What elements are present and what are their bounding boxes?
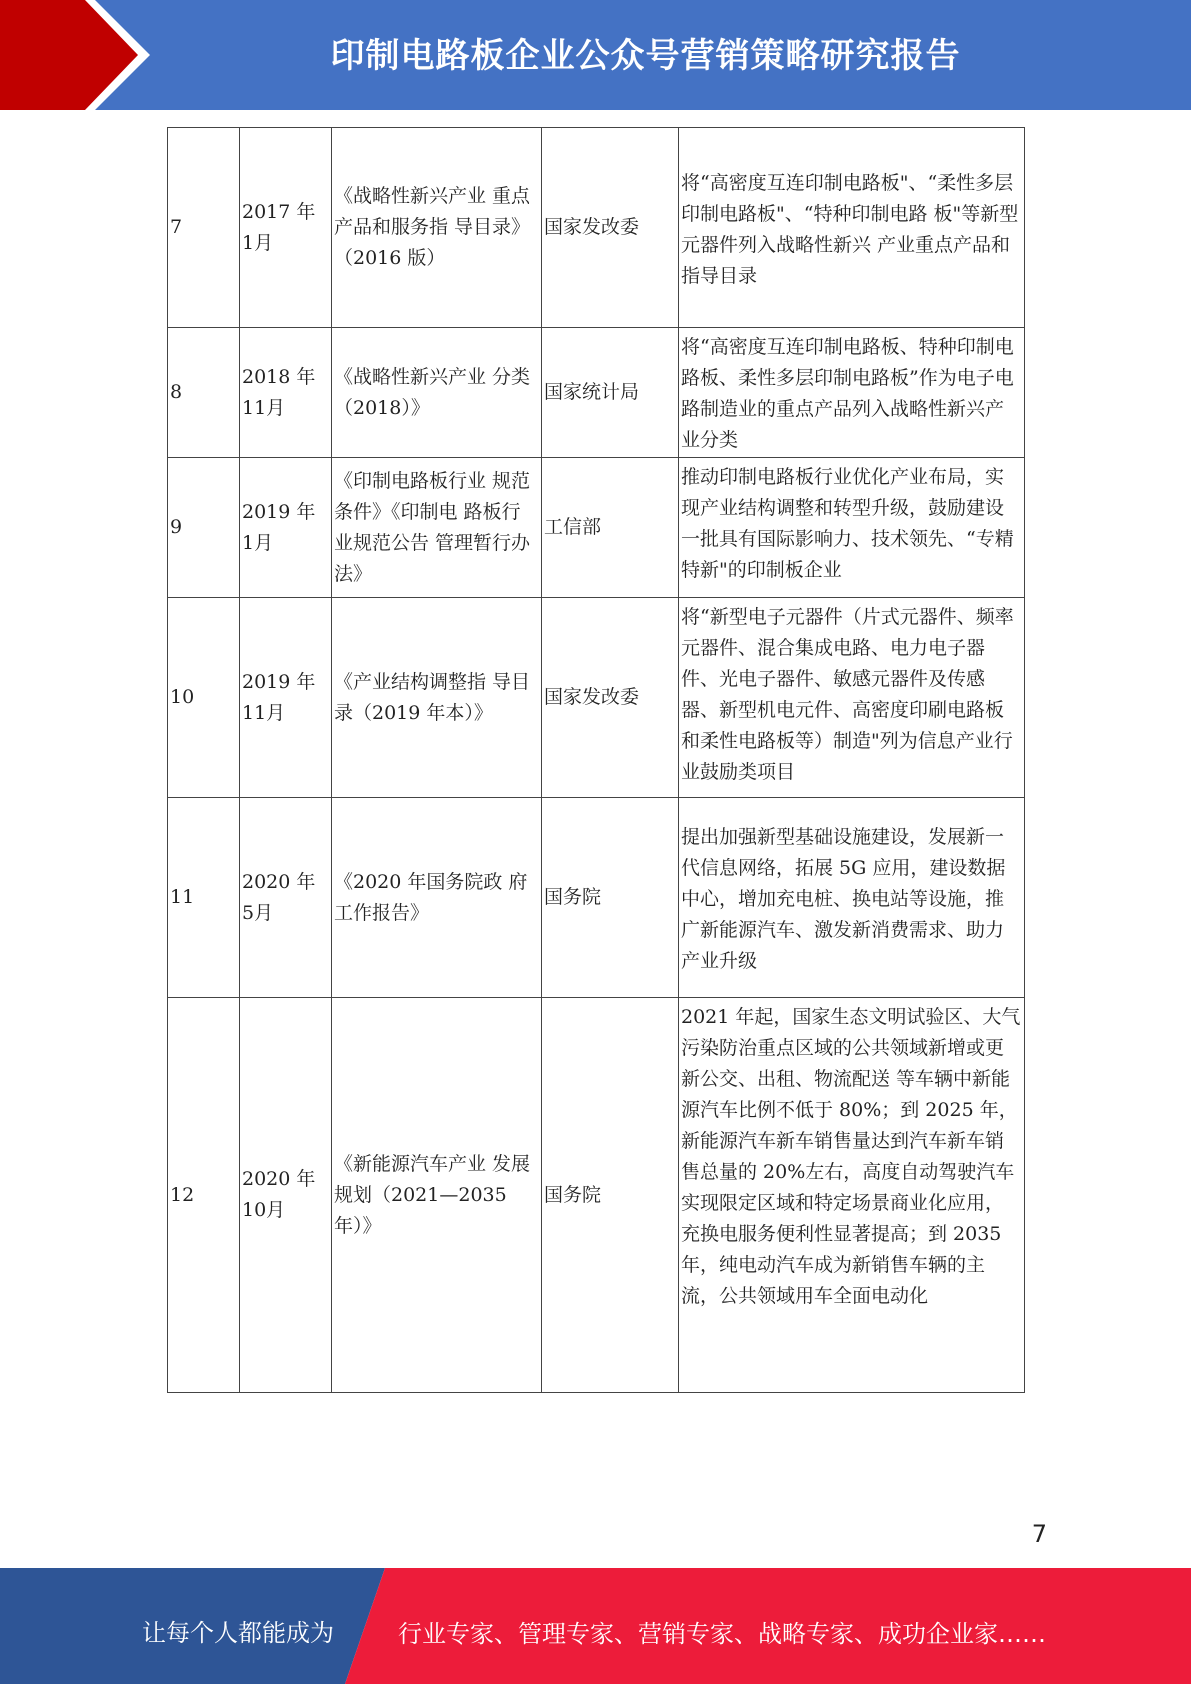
policy-description: 推动印制电路板行业优化产业布局，实现产业结构调整和转型升级，鼓励建设一批具有国际影响力、技术领先、“专精特新"的印制板企业 [679,458,1025,598]
policy-description: 2021 年起，国家生态文明试验区、大气污染防治重点区域的公共领域新增或更新公交、出租、物流配送 等车辆中新能源汽车比例不低于 80%；到 2025 年，新能源汽车新车销售量达到汽车新车销售总量的 20%左右，高度自动驾驶汽车实现限定区域和特定场景商业化应用，充换电服务便利性显著提高；到 2035 年，纯电动汽车成为新销售车辆的主流，公共领域用车全面电动化 [679,998,1025,1393]
footer-slogan-right: 行业专家、管理专家、营销专家、战略专家、成功企业家…… [398,1620,1046,1648]
table-row [168,458,1025,598]
footer-slogan-left: 让每个人都能成为 [142,1619,334,1647]
table-row [168,998,1025,1393]
row-number: 9 [168,458,240,598]
policy-document: 《印制电路板行业 规范条件》《印制电 路板行业规范公告 管理暂行办法》 [332,458,542,598]
footer-banner [0,1568,1191,1684]
policy-document: 《2020 年国务院政 府工作报告》 [332,798,542,998]
policy-document: 《新能源汽车产业 发展规划（2021—2035年）》 [332,998,542,1393]
policy-document: 《产业结构调整指 导目录（2019 年本）》 [332,598,542,798]
policy-description: 将“高密度互连印制电路板"、“柔性多层印制电路板"、“特种印制电路 板"等新型元器件列入战略性新兴 产业重点产品和指导目录 [679,128,1025,328]
row-number: 11 [168,798,240,998]
issuing-department: 国家发改委 [542,128,679,328]
row-number: 10 [168,598,240,798]
row-number: 12 [168,998,240,1393]
report-title: 印制电路板企业公众号营销策略研究报告 [330,36,961,76]
header-banner [0,0,1191,110]
issuing-department: 国务院 [542,798,679,998]
policy-description: 将“高密度互连印制电路板、特种印制电路板、柔性多层印制电路板”作为电子电路制造业的重点产品列入战略性新兴产业分类 [679,328,1025,458]
header-chevron-graphic [0,0,160,110]
issuing-department: 国家统计局 [542,328,679,458]
policy-description: 提出加强新型基础设施建设，发展新一代信息网络，拓展 5G 应用，建设数据中心，增加充电桩、换电站等设施，推广新能源汽车、激发新消费需求、助力产业升级 [679,798,1025,998]
table-row [168,328,1025,458]
issue-date: 2019 年 11月 [240,598,332,798]
table-row [168,598,1025,798]
issuing-department: 工信部 [542,458,679,598]
issue-date: 2020 年 10月 [240,998,332,1393]
page-number: 7 [1031,1520,1047,1548]
row-number: 8 [168,328,240,458]
policy-table [167,127,1025,1393]
row-number: 7 [168,128,240,328]
policy-document: 《战略性新兴产业 重点产品和服务指 导目录》（2016 版） [332,128,542,328]
table-row [168,798,1025,998]
issue-date: 2020 年 5月 [240,798,332,998]
issue-date: 2019 年 1月 [240,458,332,598]
issue-date: 2017 年 1月 [240,128,332,328]
policy-document: 《战略性新兴产业 分类（2018）》 [332,328,542,458]
issuing-department: 国务院 [542,998,679,1393]
table-row [168,128,1025,328]
issue-date: 2018 年 11月 [240,328,332,458]
issuing-department: 国家发改委 [542,598,679,798]
policy-description: 将“新型电子元器件（片式元器件、频率元器件、混合集成电路、电力电子器件、光电子器件、敏感元器件及传感器、新型机电元件、高密度印刷电路板和柔性电路板等）制造"列为信息产业行业鼓励类项目 [679,598,1025,798]
